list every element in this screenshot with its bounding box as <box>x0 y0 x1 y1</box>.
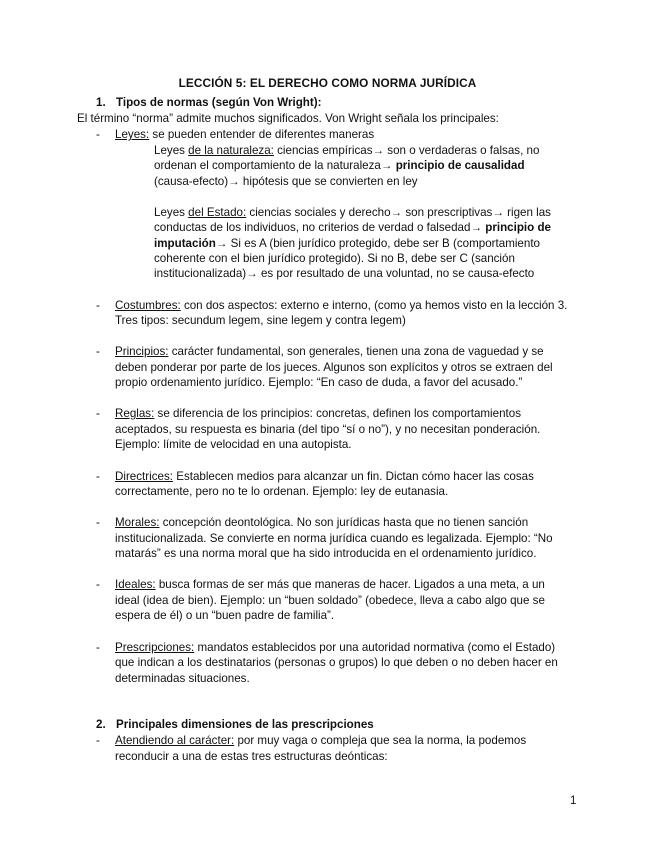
term-reglas: Reglas: <box>115 407 155 420</box>
ideales-text-1: busca formas de ser más que maneras de hacer. Ligados a una meta, a un <box>155 578 545 591</box>
list-item-morales <box>115 515 528 531</box>
list-item-ideales <box>115 577 545 593</box>
ideales-line-2: ideal (idea de bien). Ejemplo: un “buen soldado” (obedece, lleva a cabo algo que se <box>115 594 545 607</box>
estado-text-1: ciencias sociales y derecho→ son prescriptivas→ rigen las <box>246 206 551 219</box>
section-1-number: 1. <box>96 96 106 109</box>
term-costumbres: Costumbres: <box>115 299 181 312</box>
naturaleza-text-1: ciencias empíricas→ son o verdaderas o falsas, no <box>273 144 540 157</box>
bullet-dash: - <box>96 641 100 654</box>
naturaleza-bold-2: principio de causalidad <box>395 159 525 172</box>
section-2-number: 2. <box>96 718 106 731</box>
naturaleza-text-2: ordenan el comportamiento de la naturaleza→ <box>154 159 396 172</box>
bullet-dash: - <box>96 345 100 358</box>
list-item-reglas <box>115 406 521 422</box>
section-1-heading: Tipos de normas (según Von Wright): <box>116 96 322 109</box>
list-item-caracter <box>115 733 526 749</box>
estado-pre: Leyes <box>154 206 189 219</box>
leyes-naturaleza-line-1 <box>154 143 539 159</box>
bullet-dash: - <box>96 128 100 141</box>
estado-text-3: → Si es A (bien jurídico protegido, debe ser B (comportamiento <box>215 237 540 250</box>
morales-line-2: institucionalizada. Se convierte en norma jurídica cuando es legalizada. Ejemplo: “No <box>115 532 553 545</box>
leyes-naturaleza-line-3: (causa-efecto)→ hipótesis que se convierten en ley <box>154 175 418 188</box>
bullet-dash: - <box>96 578 100 591</box>
term-naturaleza: de la naturaleza: <box>188 144 274 157</box>
leyes-estado-line-1 <box>154 205 551 221</box>
page-number: 1 <box>570 795 577 807</box>
leyes-estado-line-5: institucionalizada)→ es por resultado de una voluntad, no se causa-efecto <box>154 267 535 280</box>
term-ideales: Ideales: <box>115 578 156 591</box>
estado-bold-2: principio de <box>485 221 551 234</box>
costumbres-text-1: con dos aspectos: externo e interno, (como ya hemos visto en la lección 3. <box>180 299 568 312</box>
bullet-dash: - <box>96 407 100 420</box>
caracter-text-1: por muy vaga o compleja que sea la norma, la podemos <box>234 734 527 747</box>
naturaleza-pre: Leyes <box>154 144 189 157</box>
morales-line-3: matarás” es una norma moral que ha sido introducida en el ordenamiento jurídico. <box>115 547 537 560</box>
reglas-text-1: se diferencia de los principios: concretas, definen los comportamientos <box>154 407 521 420</box>
term-caracter: Atendiendo al carácter: <box>115 734 235 747</box>
term-morales: Morales: <box>115 516 160 529</box>
term-directrices: Directrices: <box>115 470 173 483</box>
list-item-leyes <box>115 127 374 143</box>
prescripciones-line-2: que indican a los destinatarios (personas o grupos) lo que deben o no deben hacer en <box>115 656 558 669</box>
caracter-line-2: reconducir a una de estas tres estructuras deónticas: <box>115 750 388 763</box>
list-item-costumbres <box>115 298 567 314</box>
principios-text-1: carácter fundamental, son generales, tienen una zona de vaguedad y se <box>168 345 544 358</box>
directrices-text-1: Establecen medios para alcanzar un fin. Dictan cómo hacer las cosas <box>172 470 534 483</box>
prescripciones-text-1: mandatos establecidos por una autoridad normativa (como el Estado) <box>194 641 556 654</box>
list-item-prescripciones <box>115 640 555 656</box>
leyes-text: se pueden entender de diferentes maneras <box>149 128 375 141</box>
bullet-dash: - <box>96 734 100 747</box>
leyes-estado-line-2 <box>154 220 551 236</box>
intro-paragraph: El término “norma” admite muchos significados. Von Wright señala los principales: <box>77 112 499 125</box>
term-principios: Principios: <box>115 345 169 358</box>
list-item-directrices <box>115 469 534 485</box>
page-title: LECCIÓN 5: EL DERECHO COMO NORMA JURÍDICA <box>178 76 477 90</box>
ideales-line-3: espera de él) o un “buen padre de familia”. <box>115 609 335 622</box>
reglas-line-2: aceptados, su respuesta es binaria (del tipo “sí o no”), y no necesitan ponderación. <box>115 423 541 436</box>
leyes-estado-line-4: coherente con el bien jurídico protegido). Si no B, debe ser C (sanción <box>154 252 515 265</box>
bullet-dash: - <box>96 470 100 483</box>
principios-line-3: propio ordenamiento jurídico. Ejemplo: “En caso de duda, a favor del acusado.” <box>115 376 523 389</box>
bullet-dash: - <box>96 516 100 529</box>
estado-bold-3: imputación <box>154 237 216 250</box>
leyes-estado-line-3 <box>154 236 540 252</box>
prescripciones-line-3: determinadas situaciones. <box>115 672 250 685</box>
directrices-line-2: correctamente, pero no te lo ordenan. Ejemplo: ley de eutanasia. <box>115 485 449 498</box>
principios-line-2: deben ponderar por parte de los jueces. Algunos son explícitos y otros se extraen del <box>115 361 553 374</box>
list-item-principios <box>115 344 544 360</box>
term-estado: del Estado: <box>188 206 247 219</box>
estado-text-2: conductas de los individuos, no criterios de verdad o falsedad→ <box>154 221 486 234</box>
bullet-dash: - <box>96 299 100 312</box>
morales-text-1: concepción deontológica. No son jurídicas hasta que no tienen sanción <box>159 516 529 529</box>
term-prescripciones: Prescripciones: <box>115 641 195 654</box>
reglas-line-3: Ejemplo: límite de velocidad en una autopista. <box>115 438 352 451</box>
costumbres-line-2: Tres tipos: secundum legem, sine legem y contra legem) <box>115 314 406 327</box>
section-2-heading: Principales dimensiones de las prescripciones <box>116 718 374 731</box>
leyes-naturaleza-line-2 <box>154 158 525 174</box>
term-leyes: Leyes: <box>115 128 150 141</box>
